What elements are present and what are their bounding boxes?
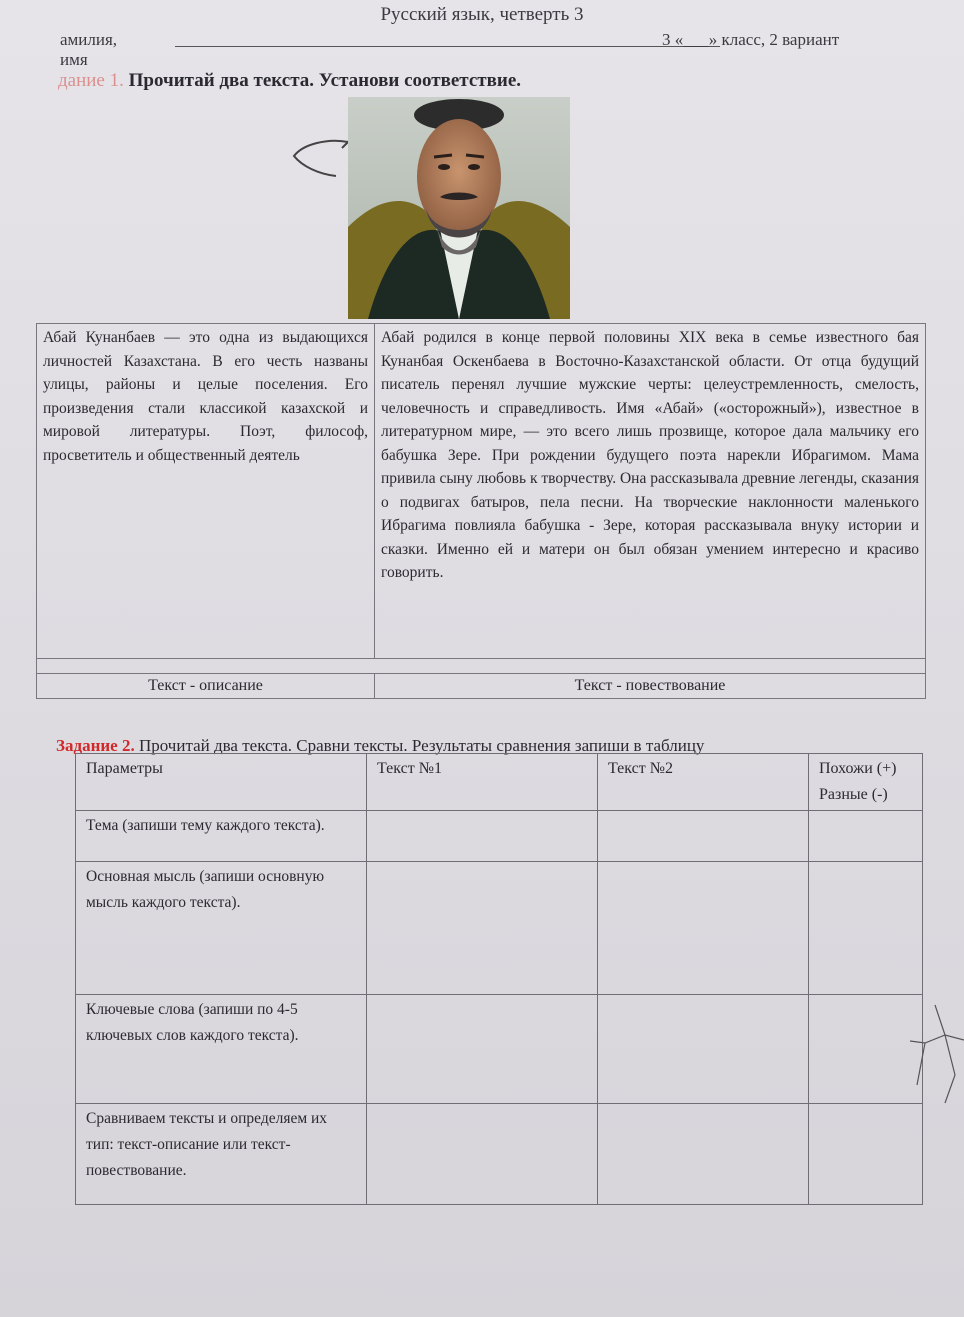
screen-crack-icon — [905, 985, 964, 1105]
table-row — [76, 1104, 923, 1205]
answer-cell[interactable] — [598, 995, 809, 1104]
task2-instruction: Прочитай два текста. Сравни тексты. Результаты сравнения запиши в таблицу — [138, 736, 705, 755]
text2-cell: Абай родился в конце первой половины XIX века в семье известного бая Кунанбая Оскенбаева в Восточно-Казахстанской области. От отца будущий писатель перенял лучшие мужские черты: целеустремленность, смелость, человечность и справедливость. Имя «Абай» («осторожный»), известное в литературном мире, — это всего лишь прозвище, которое дала мальчику его бабушка Зере. При рождении будущего поэта нарекли Ибрагимом. Мама привила сыну любовь к творчеству. Она рассказывала древние легенды, сказания о подвигах батыров, пела песни. На творческие наклонности маленького Ибрагима повлияла бабушка - Зере, которая рассказывала внуку истории и сказки. Именно ей и матери он был обязан умением интересно и красиво говорить. — [375, 324, 926, 659]
label-narration: Текст - повествование — [375, 674, 926, 699]
answer-cell[interactable] — [367, 1104, 598, 1205]
answer-cell[interactable] — [598, 862, 809, 995]
header-text2: Текст №2 — [598, 754, 809, 811]
page-title: Русский язык, четверть 3 — [380, 4, 584, 25]
table-row — [76, 811, 923, 862]
abai-portrait — [348, 97, 570, 319]
answer-cell[interactable] — [367, 811, 598, 862]
class-label: 3 «___» класс, 2 вариант — [662, 30, 840, 49]
name-label: амилия, имя — [60, 30, 118, 69]
param-text-type: Сравниваем тексты и определяем их тип: текст-описание или текст-повествование. — [76, 1104, 367, 1205]
header-text1: Текст №1 — [367, 754, 598, 811]
answer-cell[interactable] — [809, 1104, 923, 1205]
text1-cell: Абай Кунанбаев — это одна из выдающихся личностей Казахстана. В его честь названы улицы, районы и целые поселения. Его произведения стали классикой казахской и мировой литературы. Поэт, философ, просветитель и общественный деятель — [37, 324, 375, 659]
header-params: Параметры — [76, 754, 367, 811]
header-similar-different: Похожи (+) Разные (-) — [809, 754, 923, 811]
table-row — [76, 995, 923, 1104]
task1-blank-row — [37, 659, 926, 674]
task1-instruction: Прочитай два текста. Установи соответствие. — [128, 70, 522, 91]
task1-table — [36, 323, 926, 699]
task2-label: Задание 2. — [56, 736, 135, 755]
table-row — [76, 862, 923, 995]
answer-cell[interactable] — [809, 862, 923, 995]
name-blank-line — [175, 46, 720, 47]
answer-cell[interactable] — [367, 862, 598, 995]
answer-cell[interactable] — [598, 1104, 809, 1205]
param-keywords: Ключевые слова (запиши по 4-5 ключевых слов каждого текста). — [76, 995, 367, 1104]
task1-heading — [58, 70, 521, 92]
answer-cell[interactable] — [367, 995, 598, 1104]
param-topic: Тема (запиши тему каждого текста). — [76, 811, 367, 862]
param-main-idea: Основная мысль (запиши основную мысль каждого текста). — [76, 862, 367, 995]
task1-number: дание 1. — [58, 70, 124, 91]
answer-cell[interactable] — [598, 811, 809, 862]
label-description: Текст - описание — [37, 674, 375, 699]
comparison-table — [75, 753, 923, 1205]
answer-cell[interactable] — [809, 811, 923, 862]
